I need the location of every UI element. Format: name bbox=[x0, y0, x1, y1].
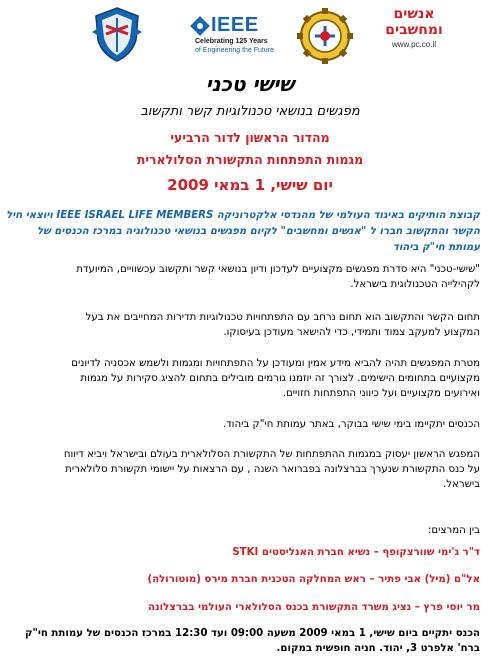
topic-heading: מגמות התפתחות התקשורת הסלולארית bbox=[136, 152, 364, 167]
pc-logo-line1: אנשים bbox=[393, 6, 435, 22]
ieee-wordmark bbox=[193, 14, 259, 37]
footer-line: ברח' אלפרט 3, יהוד. חניה חופשית במקום. bbox=[276, 643, 480, 654]
paragraph-line: מקצועיים בתחומים הישימים. לצורך זה יוזמנו גורמים מובילים בתחום להציג סקירות על מגמות bbox=[80, 373, 480, 384]
gear-emblem-graphic bbox=[287, 8, 363, 64]
page-subtitle: מפגשים בנושאי טכנולוגיות קשר ותקשוב bbox=[140, 104, 360, 119]
event-date-heading: יום שישי, 1 במאי 2009 bbox=[167, 176, 333, 194]
gear-emblem-icon bbox=[287, 8, 363, 64]
paragraph-goals bbox=[20, 356, 480, 401]
intro-line: הקשר והתקשוב חברו ל "אנשים ומחשבים" לקיום מפגשים בנושאי טכנולוגיה במרכז הכנסים של bbox=[36, 226, 480, 237]
intro-line: עמותת חי"ק ביהוד bbox=[392, 242, 480, 253]
paragraph-line: מטרת המפגשים תהיה להביא מידע אמין ומעודכן על התפתחויות ומגמות ולשמש אכסניה לדיונים bbox=[71, 358, 480, 369]
speaker-item: מר יוסי פרץ – נציג משרד התקשורת בכנס הסלולארי העולמי בברצלונה bbox=[148, 602, 480, 613]
paragraph-line: המקצוע למעקב צמוד ותמידי, כדי להישאר מעודכן בעיסוקו. bbox=[223, 327, 480, 338]
intro-line: קבוצת הותיקים באיגוד העולמי של מהנדסי אלקטרוניקה IEEE ISRAEL LIFE MEMBERS ויוצאי חיל bbox=[6, 210, 480, 221]
paragraph-line: בישראל. bbox=[443, 479, 480, 490]
paragraph-line: לקהילייה הטכנולוגית בישראל. bbox=[350, 279, 480, 290]
pc-logo-url: www.pc.co.il bbox=[391, 40, 436, 49]
paragraph-line: על כנס התקשורת שנערך בברצלונה בפברואר השנה , עם הרצאות על יישומי תקשורת סלולארית bbox=[65, 464, 480, 475]
speakers-heading: בין המרצים: bbox=[427, 525, 480, 536]
paragraph-line: תחום הקשר והתקשוב הוא תחום נרחב עם התפתחויות טכנולוגיות תדירות המחייבים את בעל bbox=[85, 312, 480, 323]
ieee-tagline-2: of Engineering the Future bbox=[195, 47, 274, 54]
lecture-heading: מהדור הראשון לדור הרביעי bbox=[170, 130, 330, 145]
paragraph-line: "שישי-טכני" היא סדרת מפגשים מקצועיים לעדכון ודיון בנושאי קשר ותקשוב עכשוויים, המיועדת bbox=[76, 264, 480, 275]
paragraph-first-meeting bbox=[20, 447, 480, 492]
speaker-item: אל"ם (מיל) אבי פתיר – ראש המחלקה הטכנית חברת מירס (מוטורולה) bbox=[147, 574, 480, 585]
paragraph-location bbox=[20, 417, 480, 432]
shield-emblem-icon bbox=[88, 4, 146, 64]
paragraph-line: הכנסים יתקיימו בימי שישי בבוקר, באתר עמותת חי"ק ביהוד. bbox=[222, 419, 480, 430]
paragraph-line: ואירועים מקצועיים ועל כיווני התפתחות חזויים. bbox=[282, 388, 480, 399]
footer-line: הכנס יתקיים ביום שישי, 1 במאי 2009 משעה 09:00 ועד 12:30 במרכז הכנסים של עמותת חי"ק bbox=[25, 628, 480, 639]
shield-emblem-graphic bbox=[88, 4, 146, 64]
pc-logo-line2: ומחשבים bbox=[385, 22, 443, 38]
ieee-diamond-icon bbox=[190, 16, 210, 36]
logo-bar bbox=[0, 0, 500, 66]
paragraph-series-description bbox=[20, 262, 480, 292]
people-and-computers-logo bbox=[380, 6, 448, 64]
paragraph-field-description bbox=[20, 310, 480, 340]
event-details-footer bbox=[20, 626, 480, 656]
ieee-logo bbox=[193, 14, 279, 64]
ieee-tagline: Celebrating 125 Years bbox=[195, 38, 268, 45]
speaker-item: ד"ר ג'ימי שוורצקופף – נשיא חברת האנליסטים STKI bbox=[232, 547, 480, 558]
intro-paragraph bbox=[6, 208, 480, 256]
page-title: שישי טכני bbox=[205, 72, 295, 96]
paragraph-line: המפגש הראשון יעסוק במגמות ההתפתחות של התקשורת הסלולארית בעולם ובישראל ויביא דיווח bbox=[63, 449, 480, 460]
ieee-word: IEEE bbox=[211, 14, 259, 36]
